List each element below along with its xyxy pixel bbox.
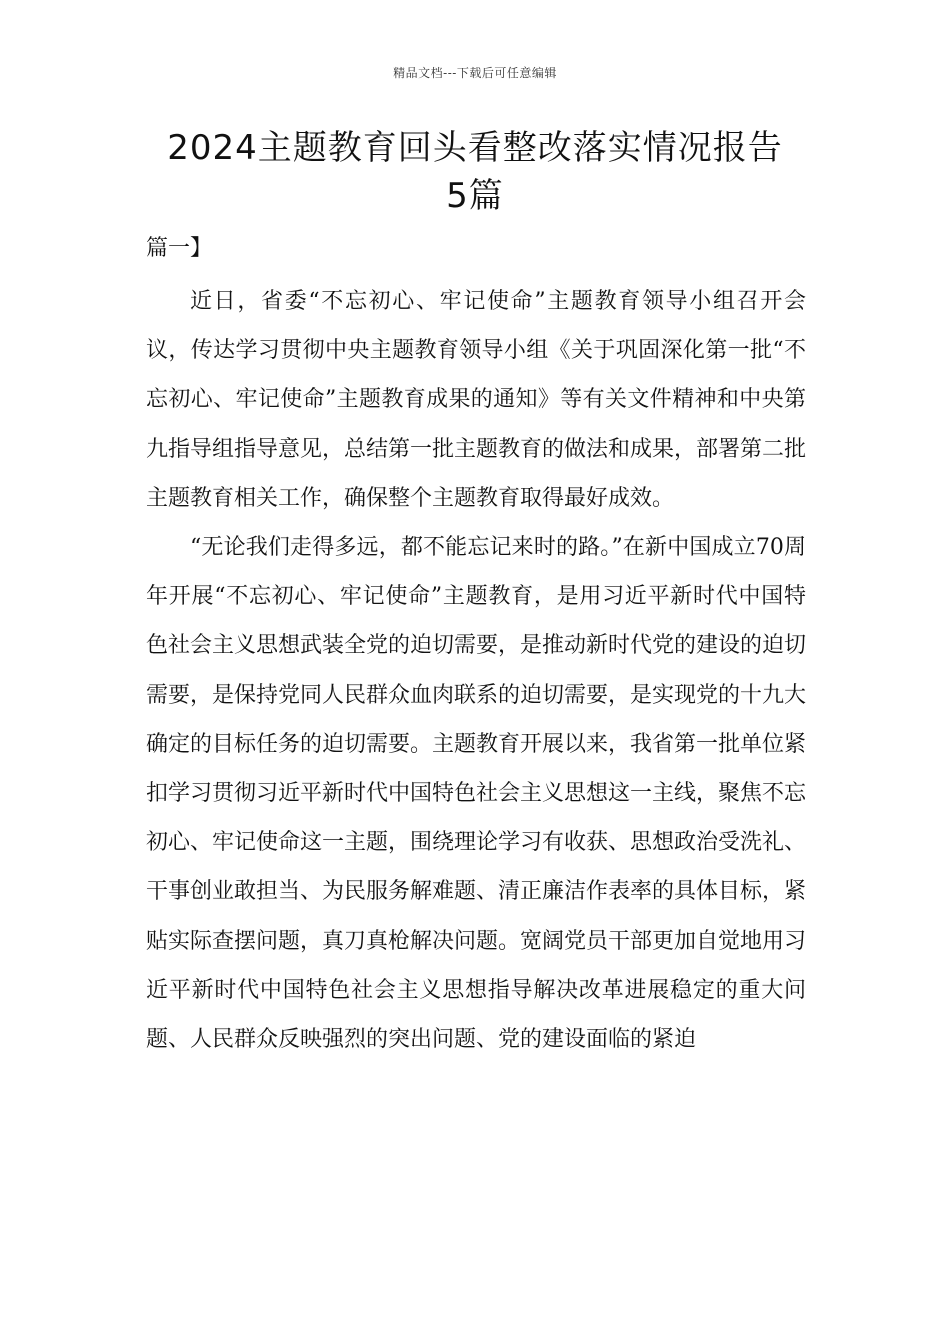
title-line-1: 2024主题教育回头看整改落实情况报告	[167, 128, 783, 168]
paragraph-1: 近日，省委“不忘初心、牢记使命”主题教育领导小组召开会议，传达学习贯彻中央主题教育领导小组《关于巩固深化第一批“不忘初心、牢记使命”主题教育成果的通知》等有关文件精神和中央第九指导组指导意见，总结第一批主题教育的做法和成果，部署第二批主题教育相关工作，确保整个主题教育取得最好成效。	[146, 289, 807, 511]
paragraph-2: “无论我们走得多远，都不能忘记来时的路。”在新中国成立70周年开展“不忘初心、牢记使命”主题教育，是用习近平新时代中国特色社会主义思想武装全党的迫切需要，是推动新时代党的建设的迫切需要，是保持党同人民群众血肉联系的迫切需要，是实现党的十九大确定的目标任务的迫切需要。主题教育开展以来，我省第一批单位紧扣学习贯彻习近平新时代中国特色社会主义思想这一主线，聚焦不忘初心、牢记使命这一主题，围绕理论学习有收获、思想政治受洗礼、干事创业敢担当、为民服务解难题、清正廉洁作表率的具体目标，紧贴实际查摆问题，真刀真枪解决问题。宽阔党员干部更加自觉地用习近平新时代中国特色社会主义思想指导解决改革进展稳定的重大问题、人民群众反映强烈的突出问题、党的建设面临的紧迫	[146, 535, 807, 1053]
document-body	[146, 277, 806, 1064]
document-title	[130, 124, 820, 220]
title-line-2: 5篇	[446, 176, 504, 216]
header-note: 精品文档---下载后可任意编辑	[393, 66, 557, 80]
section-label: 篇一】	[146, 236, 213, 261]
